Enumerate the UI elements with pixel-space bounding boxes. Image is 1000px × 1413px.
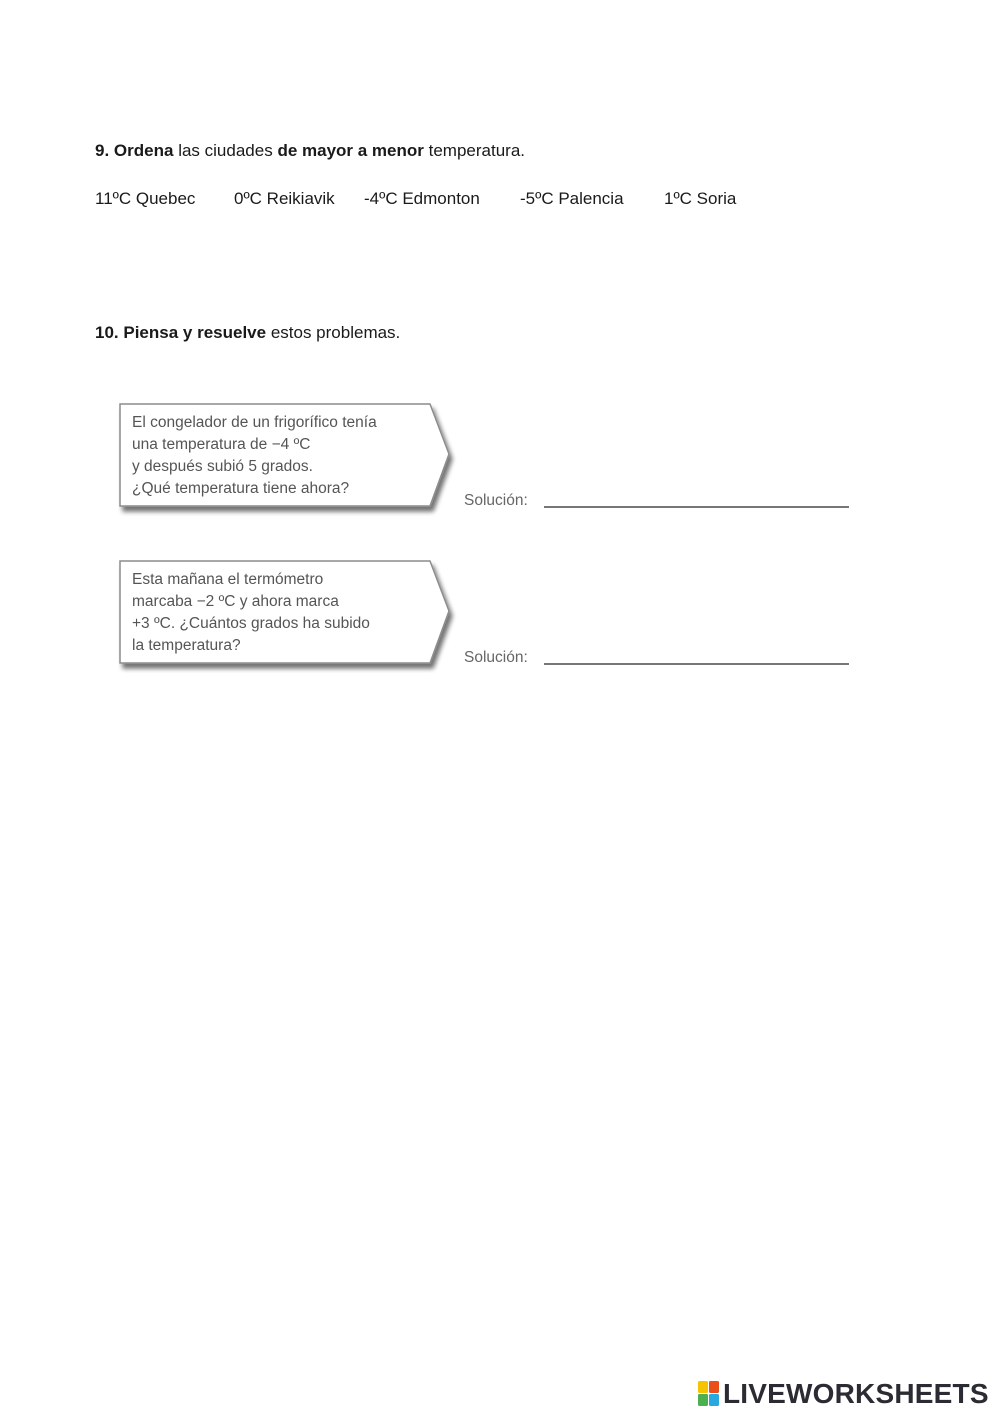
question-10-text: estos problemas. xyxy=(270,323,401,342)
city-temperature[interactable]: -5ºC Palencia xyxy=(520,189,624,208)
problem-line: y después subió 5 grados. xyxy=(132,458,313,475)
liveworksheets-logo-text: LIVEWORKSHEETS xyxy=(723,1378,989,1409)
problem-line: la temperatura? xyxy=(132,637,241,654)
problem-line: El congelador de un frigorífico tenía xyxy=(132,414,377,431)
city-temperature[interactable]: -4ºC Edmonton xyxy=(364,189,480,208)
city-temperature[interactable]: 11ºC Quebec xyxy=(95,189,196,208)
problem-2 xyxy=(118,555,858,675)
solution-label: Solución: xyxy=(464,492,528,509)
problem-line: una temperatura de −4 ºC xyxy=(132,436,311,453)
question-9-number: 9. xyxy=(95,141,110,160)
solution-1-input[interactable] xyxy=(544,506,849,508)
liveworksheets-logo[interactable] xyxy=(698,1377,989,1411)
question-9-title xyxy=(95,141,525,161)
question-9-verb: Ordena xyxy=(113,141,174,160)
problem-1 xyxy=(118,398,858,518)
question-9-text2: temperatura. xyxy=(428,141,526,160)
question-10-number: 10. xyxy=(95,323,119,342)
question-9-text1: las ciudades xyxy=(178,141,273,160)
city-temperature[interactable]: 0ºC Reikiavik xyxy=(234,189,335,208)
question-10-title xyxy=(95,323,400,343)
problem-line: ¿Qué temperatura tiene ahora? xyxy=(132,480,350,497)
problem-line: +3 ºC. ¿Cuántos grados ha subido xyxy=(132,615,370,632)
problem-2-text xyxy=(132,569,432,657)
solution-label: Solución: xyxy=(464,649,528,666)
problem-line: marcaba −2 ºC y ahora marca xyxy=(132,593,339,610)
problem-1-text xyxy=(132,412,432,500)
solution-2-input[interactable] xyxy=(544,663,849,665)
problem-line: Esta mañana el termómetro xyxy=(132,571,324,588)
liveworksheets-logo-icon xyxy=(698,1381,720,1407)
city-temperature[interactable]: 1ºC Soria xyxy=(664,189,737,208)
question-10-verb: Piensa y resuelve xyxy=(123,323,267,342)
question-9-emphasis: de mayor a menor xyxy=(277,141,424,160)
